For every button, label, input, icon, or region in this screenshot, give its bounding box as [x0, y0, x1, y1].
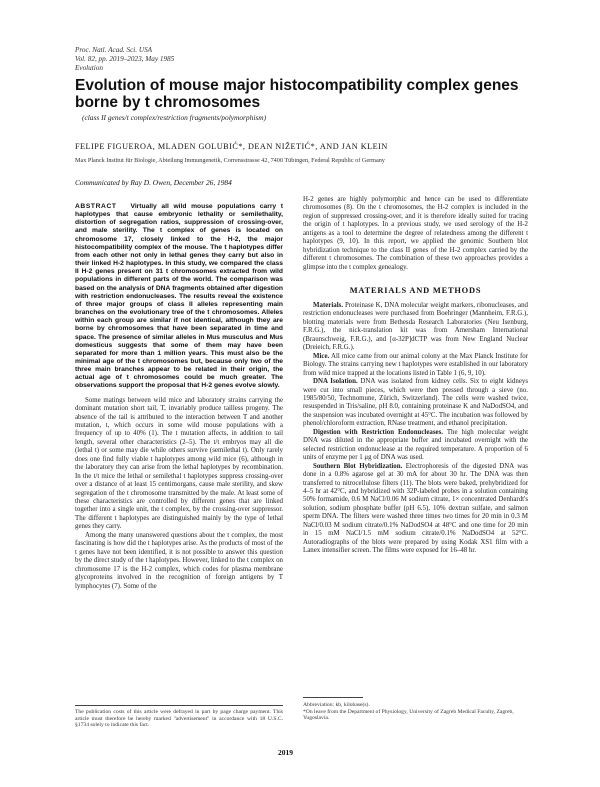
- section-heading-methods: MATERIALS AND METHODS: [349, 286, 482, 295]
- paragraph-heading: DNA Isolation.: [313, 378, 358, 386]
- footnote-text: The publication costs of this article were defrayed in part by page charge payment. This article must therefore be hereby marked "advertisement" in accordance with 18 U.S.C. §1734 solely to indicate this fact.: [75, 709, 283, 728]
- paragraph-text: Electrophoresis of the digested DNA was done in a 0.8% agarose gel at 30 mA for about 30 hr. The DNA was then transferred to nitrocellulose filters (11). The blots were baked, prehybridized for 4–5 hr at 42°C, and hybridized with 32P-labeled probes in a solution containing 50% formamide, 0.6 M NaCl/0.06 M sodium citrate, 1× concentrated Denhardt's solution, sodium phosphate buffer (pH 6.5), 10% dextran sulfate, and salmon sperm DNA. The filters were washed three times two times for 20 min in 0.3 M NaCl/0.03 M sodium citrate/0.1% NaDodSO4 at 48°C and one time for 20 min in 15 mM NaCl/1.5 mM sodium citrate/0.1% NaDodSO4 at 52°C. Autoradiographs of the blots were prepared by using Kodak XS1 film with a Lanex intensifier screen. The films were exposed for 16–48 hr.: [303, 462, 528, 555]
- paragraph-heading: Digestion with Restriction Endonucleases.: [313, 428, 443, 436]
- intro-paragraph: Among the many unanswered questions about the t complex, the most fascinating is how did the t haplotypes arise. As the products of most of the t genes have not been identified, it is not possible to answer this question by the direct study of the t haplotypes. However, linked to the t complex on chromosome 17 is the H-2 complex, which codes for plasma membrane glycoproteins involved in the recognition of foreign antigens by T lymphocytes (7). Some of the: [75, 531, 283, 590]
- right-column: [303, 196, 528, 272]
- footnote-divider: [303, 697, 363, 698]
- methods-paragraph: [303, 302, 528, 353]
- paragraph-heading: Materials.: [313, 302, 344, 309]
- page-number: 2019: [278, 748, 293, 757]
- journal-section: Evolution: [75, 64, 103, 72]
- right-footnotes: [303, 702, 528, 722]
- publication-cost-footnote: [75, 709, 283, 729]
- communicated-by: Communicated by Ray D. Owen, December 26, 1984: [75, 178, 232, 187]
- paragraph-text: DNA was isolated from kidney cells. Six to eight kidneys were cut into small pieces, which were then pressed through a sieve (no. 1985/80/50, Technomune, Zürich, Switzerland). The cells were washed twice, resuspended in Tris/saline, pH 8.0, containing proteinase K and NaDodSO4, and the suspension was incubated overnight at 45°C. The incubation was followed by phenol/chloroform extraction, RNase treatment, and ethanol precipitation.: [303, 378, 529, 428]
- author-list: FELIPE FIGUEROA, MLADEN GOLUBIĆ*, DEAN NIŽETIĆ*, AND JAN KLEIN: [75, 142, 388, 151]
- paragraph-text: All mice came from our animal colony at the Max Planck Institute for Biology. The strains carrying new t haplotypes were established in our laboratory from wild mice trapped at the locations listed in Table 1 (6, 9, 10).: [303, 352, 529, 377]
- methods-paragraph: [303, 463, 528, 556]
- journal-volume: Vol. 82, pp. 2019–2023, May 1985: [75, 55, 175, 63]
- address-footnote: *On leave from the Department of Physiology, University of Zagreb Medical Faculty, Zagreb, Yugoslavia.: [303, 708, 514, 721]
- paragraph-text: Proteinase K, DNA molecular weight markers, ribonucleases, and restriction endonucleases were purchased from Boehringer (Mannheim, F.R.G.), blotting materials were from Bethesda Research Laboratories (Neu Isenburg, F.R.G.), the nick-translation kit was from Amersham International (Braunschweig, F.R.G.), and [α-32P]dCTP was from New England Nuclear (Dreieich, F.R.G.).: [303, 302, 528, 352]
- methods-paragraph: [303, 378, 528, 429]
- intro-paragraph: Some matings between wild mice and laboratory strains carrying the dominant mutation short tail, T, invariably produce tailless progeny. The absence of the tail is attributed to the interaction between T and another mutation, t, which occurs in some wild mouse populations with a frequency of up to 40% (1). The t mutation affects, in addition to tail length, several other characteristics (2–5). The t/t embryos may all die (lethal t) or some may die while others survive (semilethal t). Only rarely does one find fully viable t haplotypes among wild mice (6), although in the laboratory they can arise from the lethal haplotypes by recombination. In the t/t mice the lethal or semilethal t haplotypes suppress crossing-over over a distance of at least 15 centimorgans, cause male sterility, and skew segregation of the t chromosome transmitted by the male. At least some of these characteristics are controlled by different genes that are linked together into a single unit, the t complex, by the crossing-over suppressor. The different t haplotypes are distinguished mainly by the type of lethal genes they carry.: [75, 396, 283, 531]
- abstract-label: ABSTRACT: [75, 203, 117, 210]
- keywords: (class II genes/t complex/restriction fragments/polymorphism): [82, 113, 267, 122]
- paragraph-heading: Mice.: [313, 352, 330, 360]
- article-title: Evolution of mouse major histocompatibility complex genes borne by t chromosomes: [75, 77, 519, 111]
- methods-paragraph: [303, 429, 528, 463]
- affiliation: Max Planck Institut für Biologie, Abteilung Immungenetik, Corrensstrasse 42, 7400 Tübingen, Federal Republic of Germany: [75, 157, 385, 164]
- paragraph-text: The high molecular weight DNA was diluted in the appropriate buffer and incubated overnight with the selected restriction endonuclease at the required temperature. A proportion of 6 units of enzyme per 1 μg of DNA was used.: [303, 428, 528, 462]
- footnote-divider: [75, 705, 283, 706]
- abstract-text: Virtually all wild mouse populations carry t haplotypes that cause embryonic lethality or semilethality, distortion of segregation ratios, suppression of crossing-over, and male sterility. The t complex of genes is located on chromosome 17, closely linked to the H-2, the major histocompatibility complex of the mouse. The t haplotypes differ from each other not only in lethal genes they carry but also in their linked H-2 haplotypes. In this study, we compared the class II H-2 genes present on 31 t chromosomes extracted from wild populations in different parts of the world. The comparison was based on the analysis of DNA fragments obtained after digestion with restriction endonucleases. The results reveal the existence of three major groups of class II alleles representing main branches on the evolutionary tree of the t chromosomes. Alleles within each group are similar if not identical, although they are borne by chromosomes that have been separated in time and space. The presence of similar alleles in Mus musculus and Mus domesticus suggests that some of them may have been separated for more than 1 million years. This must also be the minimal age of the t chromosomes but, because only two of the three main branches appear to be related in their origin, the actual age of t chromosomes could be much greater. The observations support the proposal that H-2 genes evolve slowly.: [75, 203, 284, 390]
- abbreviation-footnote: Abbreviation: kb, kilobase(s).: [303, 702, 370, 708]
- intro-continuation: H-2 genes are highly polymorphic and hence can be used to differentiate chromosomes (8). On the t chromosomes, the H-2 complex is included in the region of suppressed crossing-over, and it is therefore ideally suited for tracing the origin of t haplotypes. In a previous study, we used serology of the H-2 antigens as a tool to determine the degree of relatedness among the different t haplotypes (9, 10). In this report, we applied the genomic Southern blot hybridization technique to the class II genes of the H-2 complex carried by the different t chromosomes. The combination of these two approaches provides a glimpse into the t complex genealogy.: [303, 196, 528, 271]
- journal-citation: Proc. Natl. Acad. Sci. USA: [75, 46, 153, 54]
- paragraph-heading: Southern Blot Hybridization.: [313, 462, 403, 470]
- methods-paragraph: [303, 353, 528, 378]
- left-column: [75, 203, 283, 591]
- methods-section: [303, 302, 528, 556]
- abstract: [75, 203, 283, 391]
